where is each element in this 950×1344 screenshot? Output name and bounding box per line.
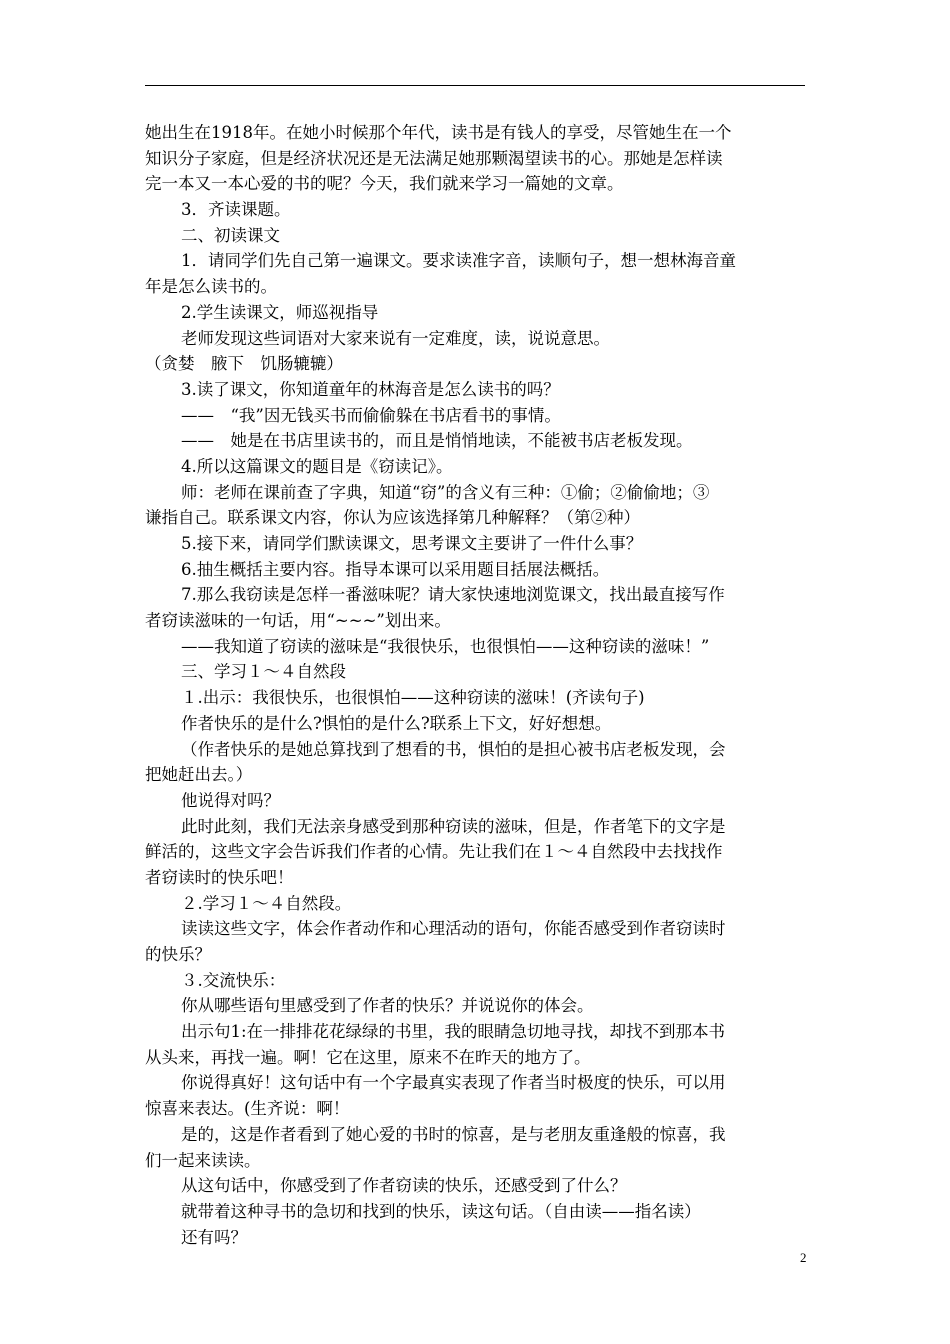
text-line: 师：老师在课前查了字典，知道“窃”的含义有三种：①偷；②偷偷地；③: [181, 482, 710, 502]
text-line: 3.读了课文，你知道童年的林海音是怎么读书的吗？: [181, 379, 560, 399]
document-body: [145, 120, 810, 1250]
text-line: 者窃读滋味的一句话，用“~~~”划出来。: [145, 611, 451, 631]
text-line: 者窃读时的快乐吧！: [145, 867, 294, 887]
text-line: 的快乐？: [145, 945, 211, 964]
text-line: １.出示：我很快乐，也很惧怕——这种窃读的滋味！(齐读句子): [181, 688, 645, 708]
page-number: 2: [800, 1250, 807, 1265]
text-line: 从这句话中，你感受到了作者窃读的快乐，还感受到了什么？: [181, 1176, 627, 1196]
header-rule: [145, 85, 805, 86]
text-line: 惊喜来表达。(生齐说：啊！: [145, 1099, 350, 1119]
text-line: 读读这些文字，体会作者动作和心理活动的语句，你能否感受到作者窃读时: [181, 919, 726, 939]
text-line: 谦指自己。联系课文内容，你认为应该选择第几种解释？（第②种）: [145, 508, 640, 528]
text-line: 5.接下来，请同学们默读课文，思考课文主要讲了一件什么事？: [181, 534, 643, 553]
text-line: 6.抽生概括主要内容。指导本课可以采用题目括展法概括。: [181, 559, 610, 579]
text-line: 你说得真好！这句话中有一个字最真实表现了作者当时极度的快乐，可以用: [181, 1073, 726, 1093]
text-line: 二、初读课文: [181, 225, 280, 245]
text-line: 从头来，再找一遍。啊！它在这里，原来不在昨天的地方了。: [145, 1047, 591, 1067]
text-line: 此时此刻，我们无法亲身感受到那种窃读的滋味，但是，作者笔下的文字是: [181, 816, 726, 836]
text-line: 们一起来读读。: [145, 1150, 261, 1170]
text-line: 3．齐读课题。: [181, 200, 291, 220]
text-line: （作者快乐的是她总算找到了想看的书，惧怕的是担心被书店老板发现，会: [181, 739, 726, 759]
text-line: —— 她是在书店里读书的，而且是悄悄地读，不能被书店老板发现。: [181, 431, 693, 451]
text-line: 7.那么我窃读是怎样一番滋味呢？请大家快速地浏览课文，找出最直接写作: [181, 585, 725, 605]
text-line: 他说得对吗？: [181, 790, 280, 810]
text-line: —— “我”因无钱买书而偷偷躲在书店看书的事情。: [181, 405, 561, 425]
text-line: 把她赶出去。）: [145, 765, 253, 785]
text-line: 你从哪些语句里感受到了作者的快乐？并说说你的体会。: [181, 996, 594, 1016]
text-line: 完一本又一本心爱的书的呢？今天，我们就来学习一篇她的文章。: [145, 174, 624, 194]
text-line: （贪婪 腋下 饥肠辘辘）: [145, 354, 343, 374]
text-line: 是的，这是作者看到了她心爱的书时的惊喜，是与老朋友重逢般的惊喜，我: [181, 1124, 726, 1144]
text-line: 知识分子家庭，但是经济状况还是无法满足她那颗渴望读书的心。那她是怎样读: [145, 148, 723, 168]
text-line: 4.所以这篇课文的题目是《窃读记》。: [181, 456, 453, 476]
text-line: 年是怎么读书的。: [145, 277, 277, 297]
text-line: 老师发现这些词语对大家来说有一定难度，读，说说意思。: [181, 328, 610, 348]
text-line: 还有吗？: [181, 1227, 247, 1247]
text-line: 就带着这种寻书的急切和找到的快乐，读这句话。（自由读——指名读）: [181, 1201, 701, 1221]
text-line: ３.交流快乐：: [181, 970, 286, 990]
text-line: 作者快乐的是什么?惧怕的是什么?联系上下文，好好想想。: [181, 713, 612, 733]
text-line: 出示句1:在一排排花花绿绿的书里，我的眼睛急切地寻找，却找不到那本书: [181, 1022, 726, 1042]
text-line: 她出生在1918年。在她小时候那个年代，读书是有钱人的享受，尽管她生在一个: [145, 123, 732, 142]
text-line: ——我知道了窃读的滋味是“我很快乐，也很惧怕——这种窃读的滋味！”: [181, 636, 710, 656]
text-line: ２.学习１～４自然段。: [181, 893, 352, 913]
text-line: 三、学习１～４自然段: [181, 662, 346, 682]
text-line: 2.学生读课文，师巡视指导: [181, 302, 379, 322]
text-line: 1．请同学们先自己第一遍课文。要求读准字音，读顺句子，想一想林海音童: [181, 251, 736, 271]
text-line: 鲜活的，这些文字会告诉我们作者的心情。先让我们在１～４自然段中去找找作: [145, 842, 723, 862]
